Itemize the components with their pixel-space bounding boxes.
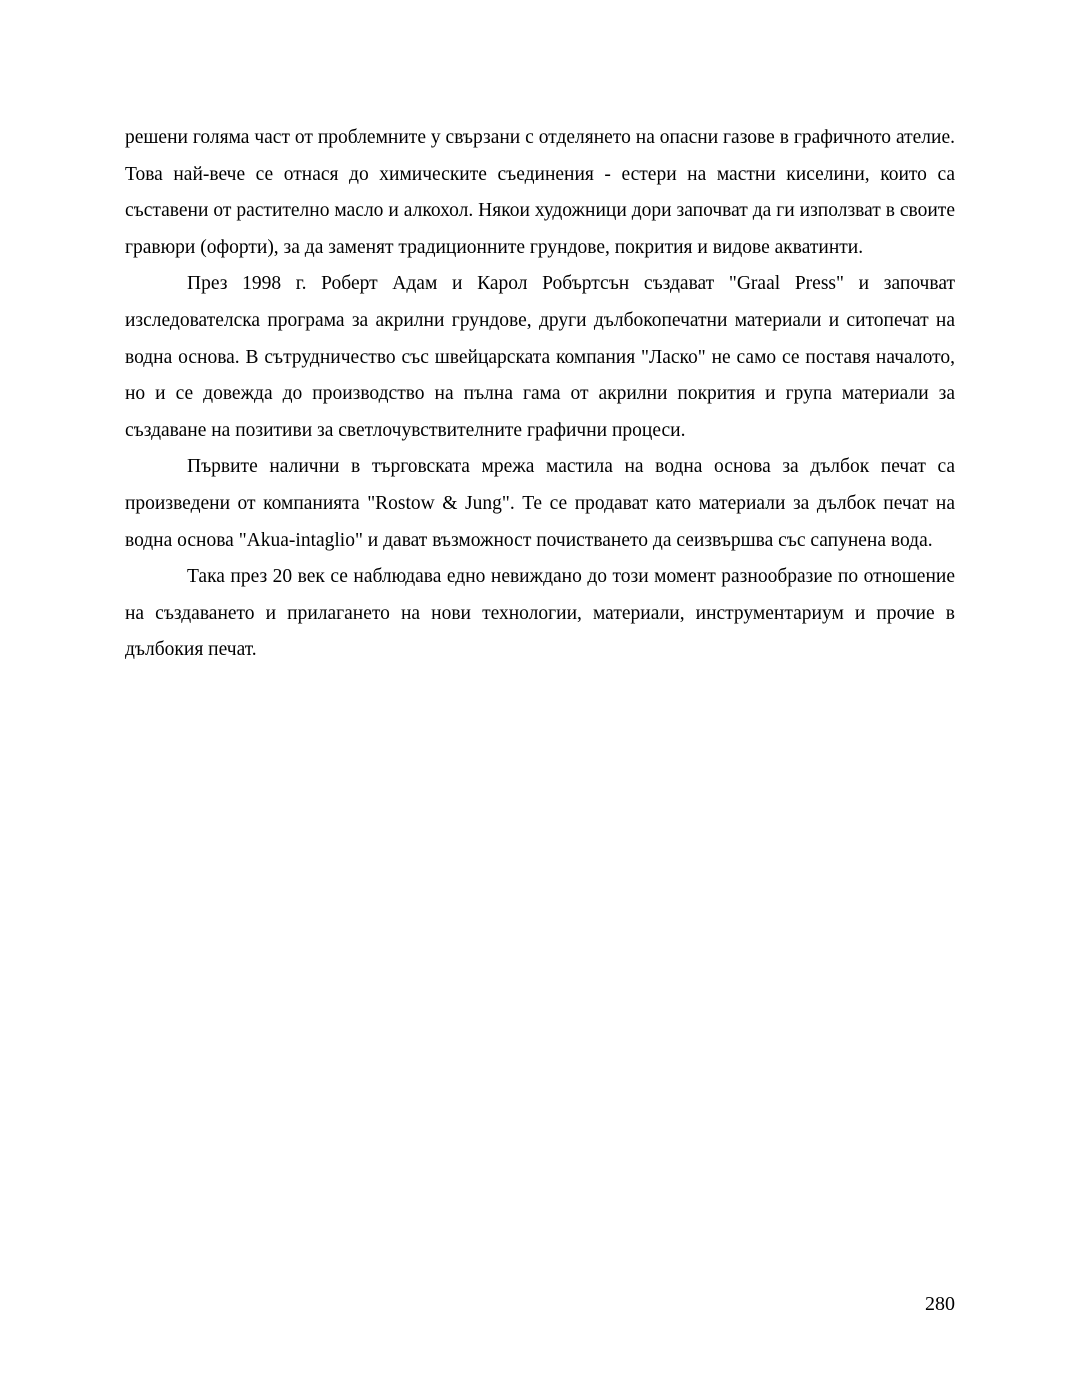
body-text bbox=[125, 120, 955, 669]
paragraph-2: През 1998 г. Роберт Адам и Карол Робъртсън създават "Graal Press" и започват изследователска програма за акрилни грундове, други дълбокопечатни материали и ситопечат на водна основа. В сътрудничество със швейцарската компания "Ласко" не само се поставя началото, но и се довежда до производство на пълна гама от акрилни покрития и група материали за създаване на позитиви за светлочувствителните графични процеси. bbox=[125, 273, 955, 441]
paragraph-1: решени голяма част от проблемните у свързани с отделянето на опасни газове в графичното ателие. Това най-вече се отнася до химическите съединения - естери на мастни киселини, които са съставени от растително масло и алкохол. Някои художници дори започват да ги използват в своите гравюри (офорти), за да заменят традиционните грундове, покрития и видове акватинти. bbox=[125, 127, 955, 258]
page-number: 280 bbox=[925, 1293, 955, 1315]
paragraph-3: Първите налични в търговската мрежа мастила на водна основа за дълбок печат са произведени от компанията "Rostow & Jung". Те се продават като материали за дълбок печат на водна основа "Akua-intaglio" и дават възможност почистването да сеизвършва със сапунена вода. bbox=[125, 456, 955, 551]
paragraph-4: Така през 20 век се наблюдава едно невиждано до този момент разнообразие по отношение на създаването и прилагането на нови технологии, материали, инструментариум и прочие в дълбокия печат. bbox=[125, 566, 955, 661]
